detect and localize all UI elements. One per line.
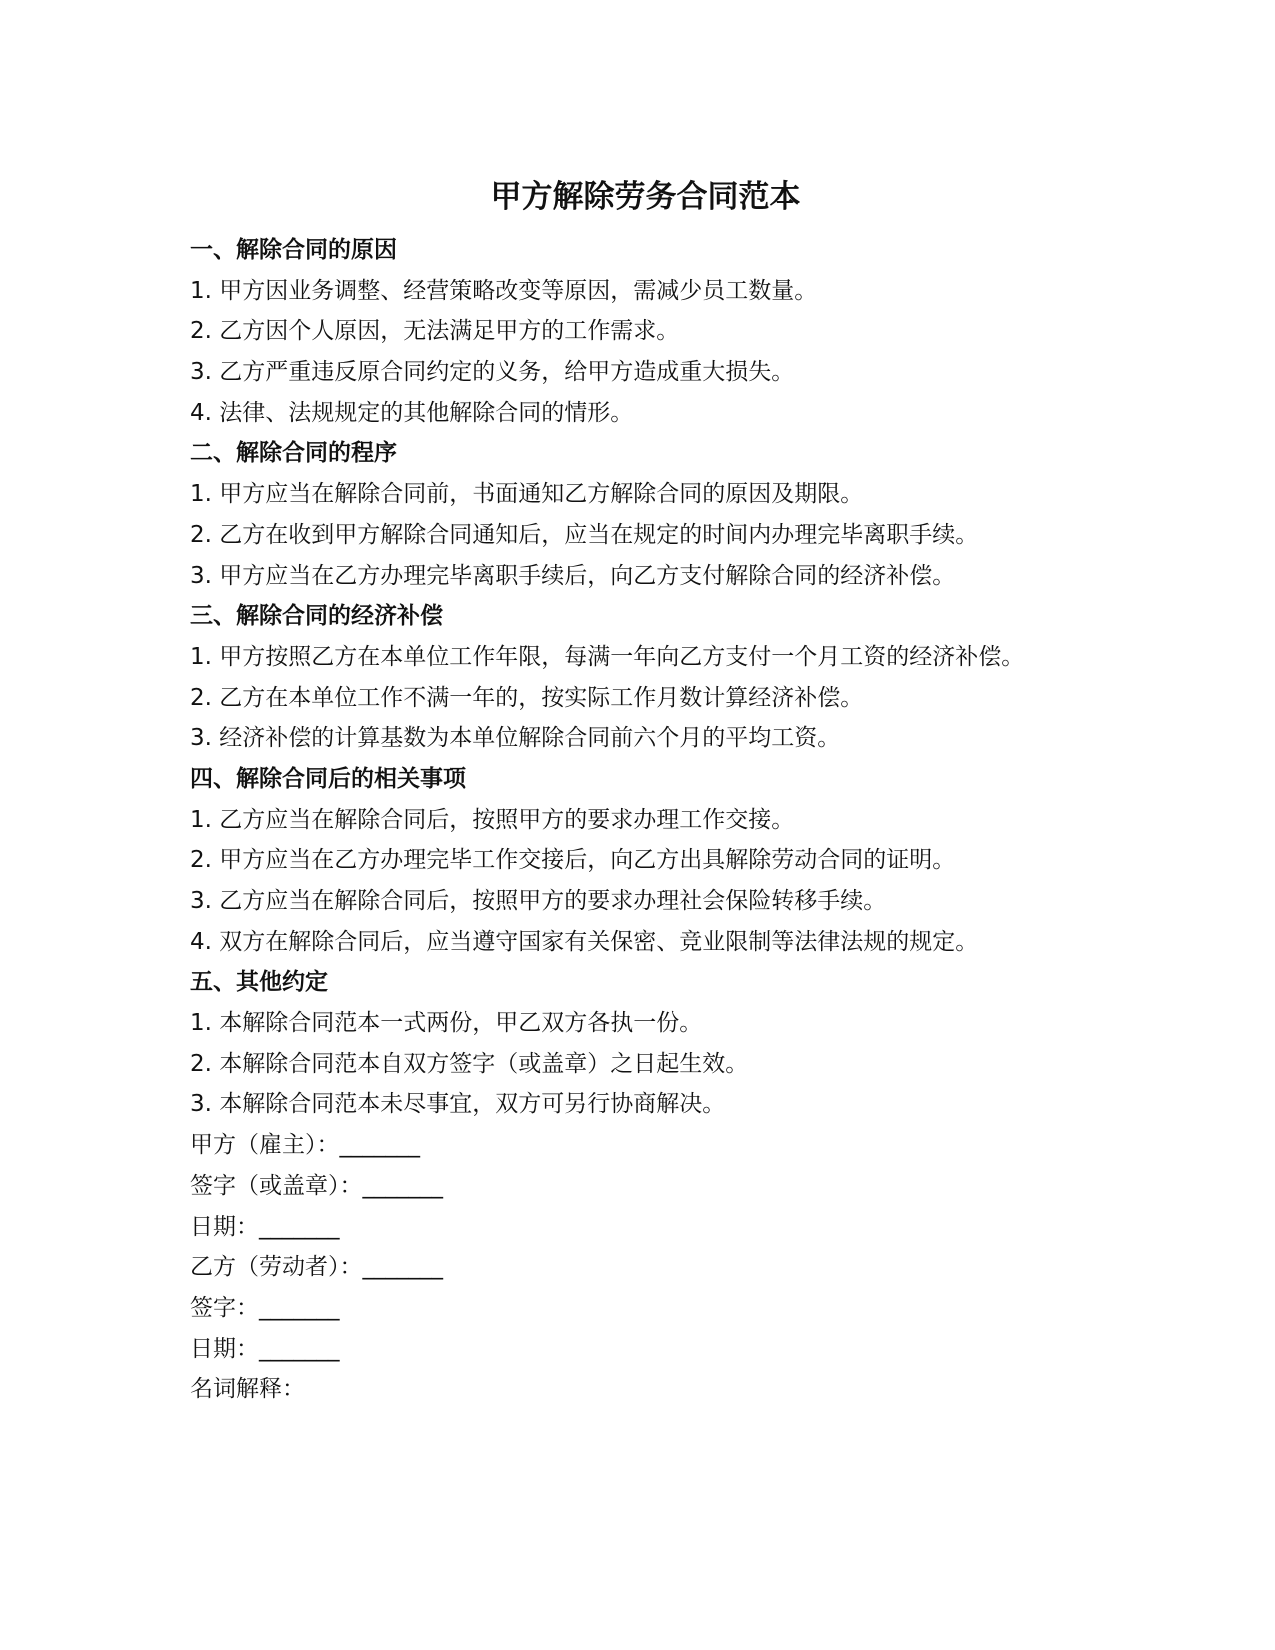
list-item: 1. 甲方因业务调整、经营策略改变等原因，需减少员工数量。 — [190, 277, 818, 304]
signature-line-party-a-date: 日期：_______ — [190, 1213, 340, 1240]
signature-line-party-a-sign: 签字（或盖章）：_______ — [190, 1172, 443, 1199]
signature-line-party-a: 甲方（雇主）：_______ — [190, 1132, 420, 1159]
section-termination-procedure — [190, 433, 1190, 596]
signature-line-party-b: 乙方（劳动者）：_______ — [190, 1254, 443, 1281]
section-termination-reasons — [190, 230, 1190, 433]
section-heading: 一、解除合同的原因 — [190, 237, 397, 263]
section-heading: 四、解除合同后的相关事项 — [190, 765, 466, 792]
list-item: 3. 乙方严重违反原合同约定的义务，给甲方造成重大损失。 — [190, 359, 795, 386]
list-item: 2. 乙方在收到甲方解除合同通知后，应当在规定的时间内办理完毕离职手续。 — [190, 521, 979, 548]
document-body — [190, 230, 1190, 1410]
list-item: 3. 本解除合同范本未尽事宜，双方可另行协商解决。 — [190, 1091, 726, 1118]
signature-line-party-b-date: 日期：_______ — [190, 1335, 340, 1362]
list-item: 1. 本解除合同范本一式两份，甲乙双方各执一份。 — [190, 1010, 703, 1037]
section-heading: 三、解除合同的经济补偿 — [190, 603, 443, 630]
list-item: 3. 乙方应当在解除合同后，按照甲方的要求办理社会保险转移手续。 — [190, 888, 887, 914]
section-heading: 二、解除合同的程序 — [190, 440, 397, 467]
glossary-label: 名词解释： — [190, 1376, 305, 1403]
list-item: 1. 甲方按照乙方在本单位工作年限，每满一年向乙方支付一个月工资的经济补偿。 — [190, 643, 1025, 670]
list-item: 2. 乙方在本单位工作不满一年的，按实际工作月数计算经济补偿。 — [190, 684, 864, 711]
list-item: 2. 乙方因个人原因，无法满足甲方的工作需求。 — [190, 318, 680, 345]
list-item: 1. 乙方应当在解除合同后，按照甲方的要求办理工作交接。 — [190, 806, 795, 833]
list-item: 3. 甲方应当在乙方办理完毕离职手续后，向乙方支付解除合同的经济补偿。 — [190, 562, 956, 589]
page-title: 甲方解除劳务合同范本 — [490, 179, 801, 215]
signature-block — [190, 1125, 1190, 1369]
list-item: 4. 双方在解除合同后，应当遵守国家有关保密、竞业限制等法律法规的规定。 — [190, 928, 979, 955]
list-item: 2. 甲方应当在乙方办理完毕工作交接后，向乙方出具解除劳动合同的证明。 — [190, 847, 956, 874]
list-item: 3. 经济补偿的计算基数为本单位解除合同前六个月的平均工资。 — [190, 725, 841, 752]
section-heading: 五、其他约定 — [190, 969, 328, 996]
section-economic-compensation — [190, 596, 1190, 759]
list-item: 4. 法律、法规规定的其他解除合同的情形。 — [190, 399, 634, 426]
list-item: 1. 甲方应当在解除合同前，书面通知乙方解除合同的原因及期限。 — [190, 481, 864, 508]
section-other-agreements — [190, 962, 1190, 1125]
signature-line-party-b-sign: 签字：_______ — [190, 1294, 340, 1321]
list-item: 2. 本解除合同范本自双方签字（或盖章）之日起生效。 — [190, 1050, 749, 1077]
section-post-termination-matters — [190, 759, 1190, 962]
